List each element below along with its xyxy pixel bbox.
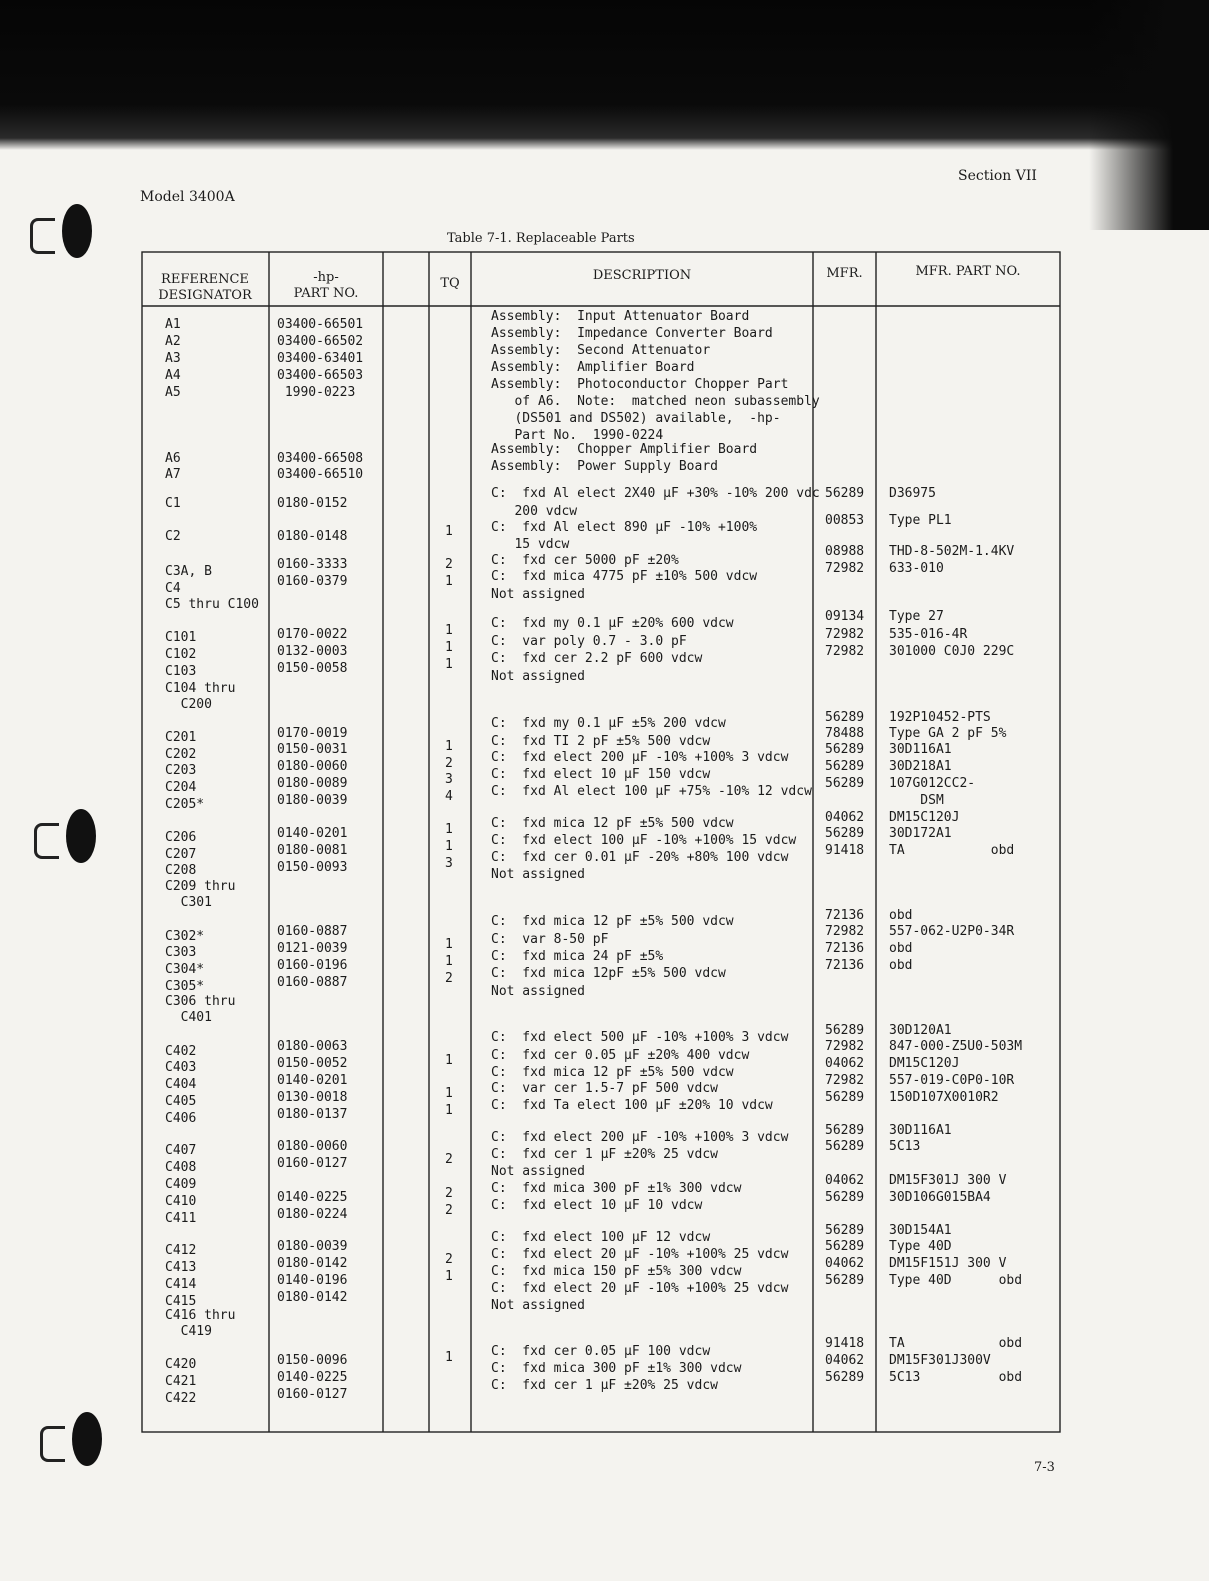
tq-cell: 2: [445, 1203, 453, 1218]
hp-part-number-cell: 0150-0031: [277, 742, 348, 757]
replaceable-parts-table: [141, 244, 1064, 1434]
hp-part-number-cell: 03400-66510: [277, 467, 364, 482]
mfr-part-number-cell: obd: [889, 941, 913, 956]
ref-designator-cell: C305*: [165, 979, 205, 994]
mfr-code-cell: 04062: [825, 810, 865, 825]
mfr-code-cell: 04062: [825, 1056, 865, 1071]
mfr-part-number-cell: DM15F151J 300 V: [889, 1256, 1007, 1271]
hp-part-number-cell: 0130-0018: [277, 1090, 348, 1105]
ref-designator-cell: C208: [165, 863, 197, 878]
ref-designator-cell: C200: [165, 697, 212, 712]
tq-cell: 2: [445, 557, 453, 572]
mfr-code-cell: 56289: [825, 1023, 865, 1038]
hp-part-number-cell: 0150-0052: [277, 1056, 348, 1071]
mfr-part-number-cell: 847-000-Z5U0-503M: [889, 1039, 1023, 1054]
mfr-code-cell: 72136: [825, 958, 865, 973]
tq-cell: 1: [445, 839, 453, 854]
description-cell: C: fxd elect 100 μF -10% +100% 15 vdcw: [491, 833, 797, 848]
description-cell: C: fxd Al elect 100 μF +75% -10% 12 vdcw: [491, 784, 812, 799]
ref-designator-cell: C104 thru: [165, 681, 236, 696]
tq-cell: 2: [445, 1152, 453, 1167]
hp-part-number-cell: 0180-0224: [277, 1207, 348, 1222]
mfr-code-cell: 04062: [825, 1353, 865, 1368]
hp-part-number-cell: 0180-0089: [277, 776, 348, 791]
ref-designator-cell: C410: [165, 1194, 197, 1209]
mfr-code-cell: 56289: [825, 759, 865, 774]
ref-designator-cell: A2: [165, 334, 181, 349]
hp-part-number-cell: 03400-66502: [277, 334, 364, 349]
ref-designator-cell: C419: [165, 1324, 212, 1339]
hp-part-number-cell: 0150-0058: [277, 661, 348, 676]
ref-designator-cell: C414: [165, 1277, 197, 1292]
mfr-code-cell: 56289: [825, 1139, 865, 1154]
ref-designator-cell: C3A, B: [165, 564, 212, 579]
mfr-code-cell: 72136: [825, 908, 865, 923]
description-cell: (DS501 and DS502) available, -hp-: [491, 411, 781, 426]
model-label: Model 3400A: [140, 189, 235, 205]
tq-cell: 4: [445, 789, 453, 804]
description-cell: C: fxd elect 200 μF -10% +100% 3 vdcw: [491, 750, 789, 765]
ref-designator-cell: C304*: [165, 962, 205, 977]
description-cell: C: fxd cer 0.05 μF ±20% 400 vdcw: [491, 1048, 750, 1063]
mfr-part-number-cell: 633-010: [889, 561, 944, 576]
hp-part-number-cell: 0140-0201: [277, 826, 348, 841]
mfr-part-number-cell: obd: [889, 908, 913, 923]
mfr-part-number-cell: 5C13 obd: [889, 1370, 1023, 1385]
mfr-part-number-cell: obd: [889, 958, 913, 973]
mfr-part-number-cell: 301000 C0J0 229C: [889, 644, 1015, 659]
ref-designator-cell: C421: [165, 1374, 197, 1389]
mfr-part-number-cell: Type GA 2 pF 5%: [889, 726, 1007, 741]
description-cell: Assembly: Impedance Converter Board: [491, 326, 773, 341]
mfr-code-cell: 72982: [825, 561, 865, 576]
tq-cell: 1: [445, 1269, 453, 1284]
hp-part-number-cell: 0180-0063: [277, 1039, 348, 1054]
mfr-code-cell: 72982: [825, 1039, 865, 1054]
col-header-part-line2: PART NO.: [293, 286, 359, 301]
description-cell: Assembly: Second Attenuator: [491, 343, 711, 358]
hp-part-number-cell: 0170-0019: [277, 726, 348, 741]
col-header-description: DESCRIPTION: [592, 268, 692, 283]
hp-part-number-cell: 0170-0022: [277, 627, 348, 642]
description-cell: C: fxd elect 500 μF -10% +100% 3 vdcw: [491, 1030, 789, 1045]
ref-designator-cell: C411: [165, 1211, 197, 1226]
description-cell: C: fxd mica 12pF ±5% 500 vdcw: [491, 966, 726, 981]
hp-part-number-cell: 0140-0225: [277, 1370, 348, 1385]
description-cell: C: fxd elect 20 μF -10% +100% 25 vdcw: [491, 1247, 789, 1262]
ref-designator-cell: C413: [165, 1260, 197, 1275]
ref-designator-cell: C407: [165, 1143, 197, 1158]
table-caption: Table 7-1. Replaceable Parts: [447, 231, 635, 246]
mfr-part-number-cell: 192P10452-PTS: [889, 710, 991, 725]
hp-part-number-cell: 0180-0142: [277, 1290, 348, 1305]
description-cell: C: fxd mica 12 pF ±5% 500 vdcw: [491, 816, 734, 831]
ref-designator-cell: C408: [165, 1160, 197, 1175]
hp-part-number-cell: 0160-0127: [277, 1387, 348, 1402]
mfr-part-number-cell: Type 27: [889, 609, 944, 624]
description-cell: C: fxd mica 300 pF ±1% 300 vdcw: [491, 1181, 742, 1196]
mfr-part-number-cell: 30D106G015BA4: [889, 1190, 991, 1205]
mfr-code-cell: 91418: [825, 843, 865, 858]
page-number: 7-3: [1034, 1460, 1055, 1475]
mfr-part-number-cell: 150D107X0010R2: [889, 1090, 999, 1105]
description-cell: C: fxd my 0.1 μF ±5% 200 vdcw: [491, 716, 726, 731]
ref-designator-cell: C404: [165, 1077, 197, 1092]
mfr-part-number-cell: Type PL1: [889, 513, 952, 528]
mfr-code-cell: 56289: [825, 1273, 865, 1288]
mfr-part-number-cell: D36975: [889, 486, 936, 501]
ref-designator-cell: C402: [165, 1044, 197, 1059]
hp-part-number-cell: 0160-0887: [277, 975, 348, 990]
mfr-part-number-cell: TA obd: [889, 1336, 1023, 1351]
hp-part-number-cell: 03400-66501: [277, 317, 364, 332]
hp-part-number-cell: 0132-0003: [277, 644, 348, 659]
mfr-part-number-cell: THD-8-502M-1.4KV: [889, 544, 1015, 559]
mfr-code-cell: 72982: [825, 644, 865, 659]
ref-designator-cell: C301: [165, 895, 212, 910]
tq-cell: 1: [445, 657, 453, 672]
tq-cell: 1: [445, 1103, 453, 1118]
col-header-ref-line1: REFERENCE: [161, 272, 249, 287]
hp-part-number-cell: 0140-0225: [277, 1190, 348, 1205]
ref-designator-cell: C209 thru: [165, 879, 236, 894]
hp-part-number-cell: 0180-0137: [277, 1107, 348, 1122]
mfr-code-cell: 56289: [825, 710, 865, 725]
scan-dark-band: [0, 0, 1209, 150]
description-cell: C: fxd Al elect 890 μF -10% +100%: [491, 520, 758, 535]
ref-designator-cell: C5 thru C100: [165, 597, 259, 612]
description-cell: Not assigned: [491, 587, 585, 602]
description-cell: Part No. 1990-0224: [491, 428, 664, 443]
ref-designator-cell: C422: [165, 1391, 197, 1406]
mfr-code-cell: 56289: [825, 1223, 865, 1238]
tq-cell: 2: [445, 1252, 453, 1267]
binder-hole-icon: [24, 200, 94, 264]
description-cell: C: fxd my 0.1 μF ±20% 600 vdcw: [491, 616, 734, 631]
section-label: Section VII: [958, 168, 1037, 184]
ref-designator-cell: C206: [165, 830, 197, 845]
mfr-part-number-cell: TA obd: [889, 843, 1015, 858]
description-cell: Not assigned: [491, 1164, 585, 1179]
mfr-part-number-cell: 30D154A1: [889, 1223, 952, 1238]
description-cell: 15 vdcw: [491, 537, 570, 552]
mfr-code-cell: 56289: [825, 776, 865, 791]
mfr-code-cell: 04062: [825, 1256, 865, 1271]
hp-part-number-cell: 0150-0096: [277, 1353, 348, 1368]
mfr-code-cell: 04062: [825, 1173, 865, 1188]
hp-part-number-cell: 0160-0379: [277, 574, 348, 589]
description-cell: C: fxd TI 2 pF ±5% 500 vdcw: [491, 734, 711, 749]
description-cell: of A6. Note: matched neon subassembly: [491, 394, 820, 409]
mfr-part-number-cell: 5C13: [889, 1139, 921, 1154]
ref-designator-cell: C412: [165, 1243, 197, 1258]
mfr-code-cell: 56289: [825, 1239, 865, 1254]
col-header-ref: [145, 272, 265, 304]
mfr-code-cell: 72982: [825, 627, 865, 642]
col-header-tq: TQ: [440, 276, 460, 291]
ref-designator-cell: A1: [165, 317, 181, 332]
tq-cell: 2: [445, 756, 453, 771]
ref-designator-cell: C205*: [165, 797, 205, 812]
description-cell: C: fxd elect 20 μF -10% +100% 25 vdcw: [491, 1281, 789, 1296]
description-cell: C: fxd Al elect 2X40 μF +30% -10% 200 vdc: [491, 486, 820, 501]
ref-designator-cell: C403: [165, 1060, 197, 1075]
mfr-part-number-cell: 107G012CC2-: [889, 776, 976, 791]
mfr-code-cell: 56289: [825, 826, 865, 841]
tq-cell: 1: [445, 640, 453, 655]
ref-designator-cell: C420: [165, 1357, 197, 1372]
hp-part-number-cell: 0121-0039: [277, 941, 348, 956]
mfr-part-number-cell: 30D116A1: [889, 1123, 952, 1138]
tq-cell: 1: [445, 1350, 453, 1365]
description-cell: C: fxd elect 10 μF 10 vdcw: [491, 1198, 703, 1213]
description-cell: C: fxd mica 4775 pF ±10% 500 vdcw: [491, 569, 758, 584]
description-cell: C: fxd cer 1 μF ±20% 25 vdcw: [491, 1378, 718, 1393]
ref-designator-cell: A7: [165, 467, 181, 482]
mfr-code-cell: 56289: [825, 1190, 865, 1205]
tq-cell: 3: [445, 772, 453, 787]
mfr-code-cell: 08988: [825, 544, 865, 559]
tq-cell: 1: [445, 1086, 453, 1101]
ref-designator-cell: C302*: [165, 929, 205, 944]
binder-hole-icon: [34, 1408, 104, 1472]
ref-designator-cell: C204: [165, 780, 197, 795]
mfr-part-number-cell: Type 40D obd: [889, 1273, 1023, 1288]
mfr-part-number-cell: 30D218A1: [889, 759, 952, 774]
ref-designator-cell: C103: [165, 664, 197, 679]
tq-cell: 1: [445, 739, 453, 754]
ref-designator-cell: A5: [165, 385, 181, 400]
description-cell: C: fxd mica 24 pF ±5%: [491, 949, 664, 964]
ref-designator-cell: C303: [165, 945, 197, 960]
col-header-ref-line2: DESIGNATOR: [158, 288, 252, 303]
hp-part-number-cell: 0180-0081: [277, 843, 348, 858]
hp-part-number-cell: 03400-63401: [277, 351, 364, 366]
tq-cell: 3: [445, 856, 453, 871]
hp-part-number-cell: 0160-0196: [277, 958, 348, 973]
description-cell: Assembly: Photoconductor Chopper Part: [491, 377, 789, 392]
mfr-code-cell: 91418: [825, 1336, 865, 1351]
mfr-code-cell: 72982: [825, 924, 865, 939]
col-header-mfr: MFR.: [826, 266, 863, 281]
ref-designator-cell: C201: [165, 730, 197, 745]
description-cell: Assembly: Power Supply Board: [491, 459, 718, 474]
ref-designator-cell: C416 thru: [165, 1308, 236, 1323]
mfr-code-cell: 09134: [825, 609, 865, 624]
col-header-part: [271, 270, 381, 302]
mfr-code-cell: 56289: [825, 1123, 865, 1138]
mfr-part-number-cell: DM15C120J: [889, 810, 960, 825]
ref-designator-cell: C406: [165, 1111, 197, 1126]
hp-part-number-cell: 0140-0196: [277, 1273, 348, 1288]
hp-part-number-cell: 0180-0152: [277, 496, 348, 511]
mfr-part-number-cell: 30D116A1: [889, 742, 952, 757]
mfr-code-cell: 56289: [825, 1090, 865, 1105]
binder-hole-icon: [28, 805, 98, 869]
mfr-part-number-cell: 557-019-C0P0-10R: [889, 1073, 1015, 1088]
ref-designator-cell: C401: [165, 1010, 212, 1025]
description-cell: C: var cer 1.5-7 pF 500 vdcw: [491, 1081, 718, 1096]
description-cell: Not assigned: [491, 984, 585, 999]
description-cell: Assembly: Input Attenuator Board: [491, 309, 750, 324]
ref-designator-cell: C1: [165, 496, 181, 511]
description-cell: C: fxd cer 0.01 μF -20% +80% 100 vdcw: [491, 850, 789, 865]
mfr-part-number-cell: DM15F301J300V: [889, 1353, 991, 1368]
tq-cell: 1: [445, 937, 453, 952]
hp-part-number-cell: 0150-0093: [277, 860, 348, 875]
ref-designator-cell: C202: [165, 747, 197, 762]
mfr-part-number-cell: DM15F301J 300 V: [889, 1173, 1007, 1188]
mfr-code-cell: 72982: [825, 1073, 865, 1088]
hp-part-number-cell: 03400-66503: [277, 368, 364, 383]
tq-cell: 1: [445, 1053, 453, 1068]
hp-part-number-cell: 0180-0039: [277, 793, 348, 808]
description-cell: C: var poly 0.7 - 3.0 pF: [491, 634, 687, 649]
col-header-mfr-part: MFR. PART NO.: [915, 264, 1021, 279]
description-cell: Not assigned: [491, 669, 585, 684]
ref-designator-cell: C207: [165, 847, 197, 862]
mfr-part-number-cell: 30D172A1: [889, 826, 952, 841]
tq-cell: 2: [445, 971, 453, 986]
description-cell: C: fxd cer 5000 pF ±20%: [491, 553, 679, 568]
ref-designator-cell: C101: [165, 630, 197, 645]
mfr-code-cell: 78488: [825, 726, 865, 741]
description-cell: C: fxd elect 100 μF 12 vdcw: [491, 1230, 711, 1245]
col-header-part-line1: -hp-: [313, 270, 339, 285]
description-cell: 200 vdcw: [491, 504, 578, 519]
hp-part-number-cell: 0180-0060: [277, 759, 348, 774]
ref-designator-cell: C306 thru: [165, 994, 236, 1009]
hp-part-number-cell: 0140-0201: [277, 1073, 348, 1088]
mfr-part-number-cell: DM15C120J: [889, 1056, 960, 1071]
ref-designator-cell: C405: [165, 1094, 197, 1109]
hp-part-number-cell: 0160-0127: [277, 1156, 348, 1171]
mfr-part-number-cell: 535-016-4R: [889, 627, 968, 642]
description-cell: C: fxd mica 150 pF ±5% 300 vdcw: [491, 1264, 742, 1279]
description-cell: C: fxd mica 300 pF ±1% 300 vdcw: [491, 1361, 742, 1376]
hp-part-number-cell: 1990-0223: [277, 385, 356, 400]
mfr-code-cell: 56289: [825, 1370, 865, 1385]
hp-part-number-cell: 0180-0060: [277, 1139, 348, 1154]
ref-designator-cell: C2: [165, 529, 181, 544]
description-cell: C: fxd cer 2.2 pF 600 vdcw: [491, 651, 703, 666]
mfr-part-number-cell: 557-062-U2P0-34R: [889, 924, 1015, 939]
hp-part-number-cell: 0180-0039: [277, 1239, 348, 1254]
description-cell: Not assigned: [491, 1298, 585, 1313]
hp-part-number-cell: 03400-66508: [277, 451, 364, 466]
ref-designator-cell: A3: [165, 351, 181, 366]
mfr-code-cell: 56289: [825, 742, 865, 757]
mfr-part-number-cell: DSM: [889, 793, 944, 808]
description-cell: Not assigned: [491, 867, 585, 882]
ref-designator-cell: C203: [165, 763, 197, 778]
description-cell: C: fxd Ta elect 100 μF ±20% 10 vdcw: [491, 1098, 773, 1113]
tq-cell: 1: [445, 623, 453, 638]
hp-part-number-cell: 0160-3333: [277, 557, 348, 572]
mfr-part-number-cell: 30D120A1: [889, 1023, 952, 1038]
ref-designator-cell: A6: [165, 451, 181, 466]
ref-designator-cell: A4: [165, 368, 181, 383]
ref-designator-cell: C102: [165, 647, 197, 662]
hp-part-number-cell: 0180-0142: [277, 1256, 348, 1271]
mfr-part-number-cell: Type 40D: [889, 1239, 952, 1254]
mfr-code-cell: 00853: [825, 513, 865, 528]
description-cell: C: fxd cer 1 μF ±20% 25 vdcw: [491, 1147, 718, 1162]
description-cell: C: fxd cer 0.05 μF 100 vdcw: [491, 1344, 711, 1359]
tq-cell: 2: [445, 1186, 453, 1201]
ref-designator-cell: C415: [165, 1294, 197, 1309]
mfr-code-cell: 56289: [825, 486, 865, 501]
description-cell: Assembly: Amplifier Board: [491, 360, 695, 375]
description-cell: C: fxd elect 200 μF -10% +100% 3 vdcw: [491, 1130, 789, 1145]
description-cell: C: fxd mica 12 pF ±5% 500 vdcw: [491, 914, 734, 929]
description-cell: Assembly: Chopper Amplifier Board: [491, 442, 758, 457]
mfr-code-cell: 72136: [825, 941, 865, 956]
description-cell: C: var 8-50 pF: [491, 932, 609, 947]
hp-part-number-cell: 0180-0148: [277, 529, 348, 544]
hp-part-number-cell: 0160-0887: [277, 924, 348, 939]
ref-designator-cell: C4: [165, 581, 181, 596]
description-cell: C: fxd mica 12 pF ±5% 500 vdcw: [491, 1065, 734, 1080]
description-cell: C: fxd elect 10 μF 150 vdcw: [491, 767, 711, 782]
tq-cell: 1: [445, 822, 453, 837]
tq-cell: 1: [445, 524, 453, 539]
ref-designator-cell: C409: [165, 1177, 197, 1192]
tq-cell: 1: [445, 574, 453, 589]
tq-cell: 1: [445, 954, 453, 969]
